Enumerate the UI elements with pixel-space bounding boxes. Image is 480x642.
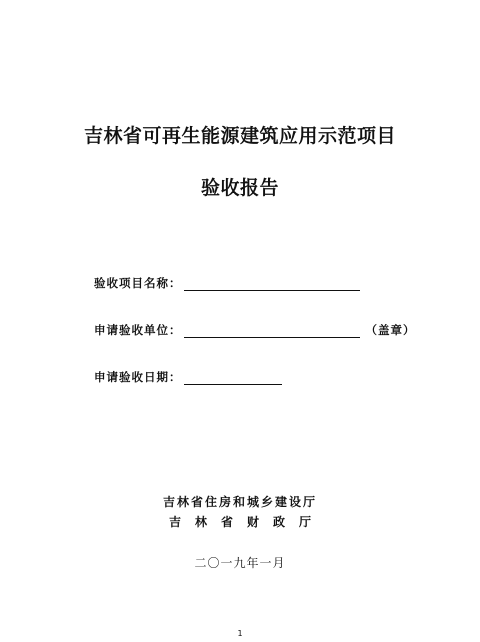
issuer-housing-department: 吉林省住房和城乡建设厅	[162, 495, 317, 509]
seal-note: （盖章）	[365, 323, 416, 337]
applicant-unit-field[interactable]	[184, 323, 360, 338]
report-subtitle: 验收报告	[200, 177, 279, 199]
apply-date-row	[94, 365, 282, 385]
project-name-row	[94, 271, 360, 291]
issuer-finance-department: 吉林省财政厅	[168, 515, 325, 529]
report-date: 二〇一九年一月	[194, 556, 286, 570]
apply-date-field[interactable]	[184, 370, 282, 385]
project-name-field[interactable]	[184, 276, 360, 291]
project-name-label: 验收项目名称：	[94, 276, 182, 290]
page-number: 1	[237, 629, 243, 638]
apply-date-label: 申请验收日期：	[94, 370, 182, 384]
applicant-unit-label: 申请验收单位：	[94, 323, 182, 337]
report-title: 吉林省可再生能源建筑应用示范项目	[83, 125, 396, 147]
applicant-unit-row	[94, 318, 416, 338]
